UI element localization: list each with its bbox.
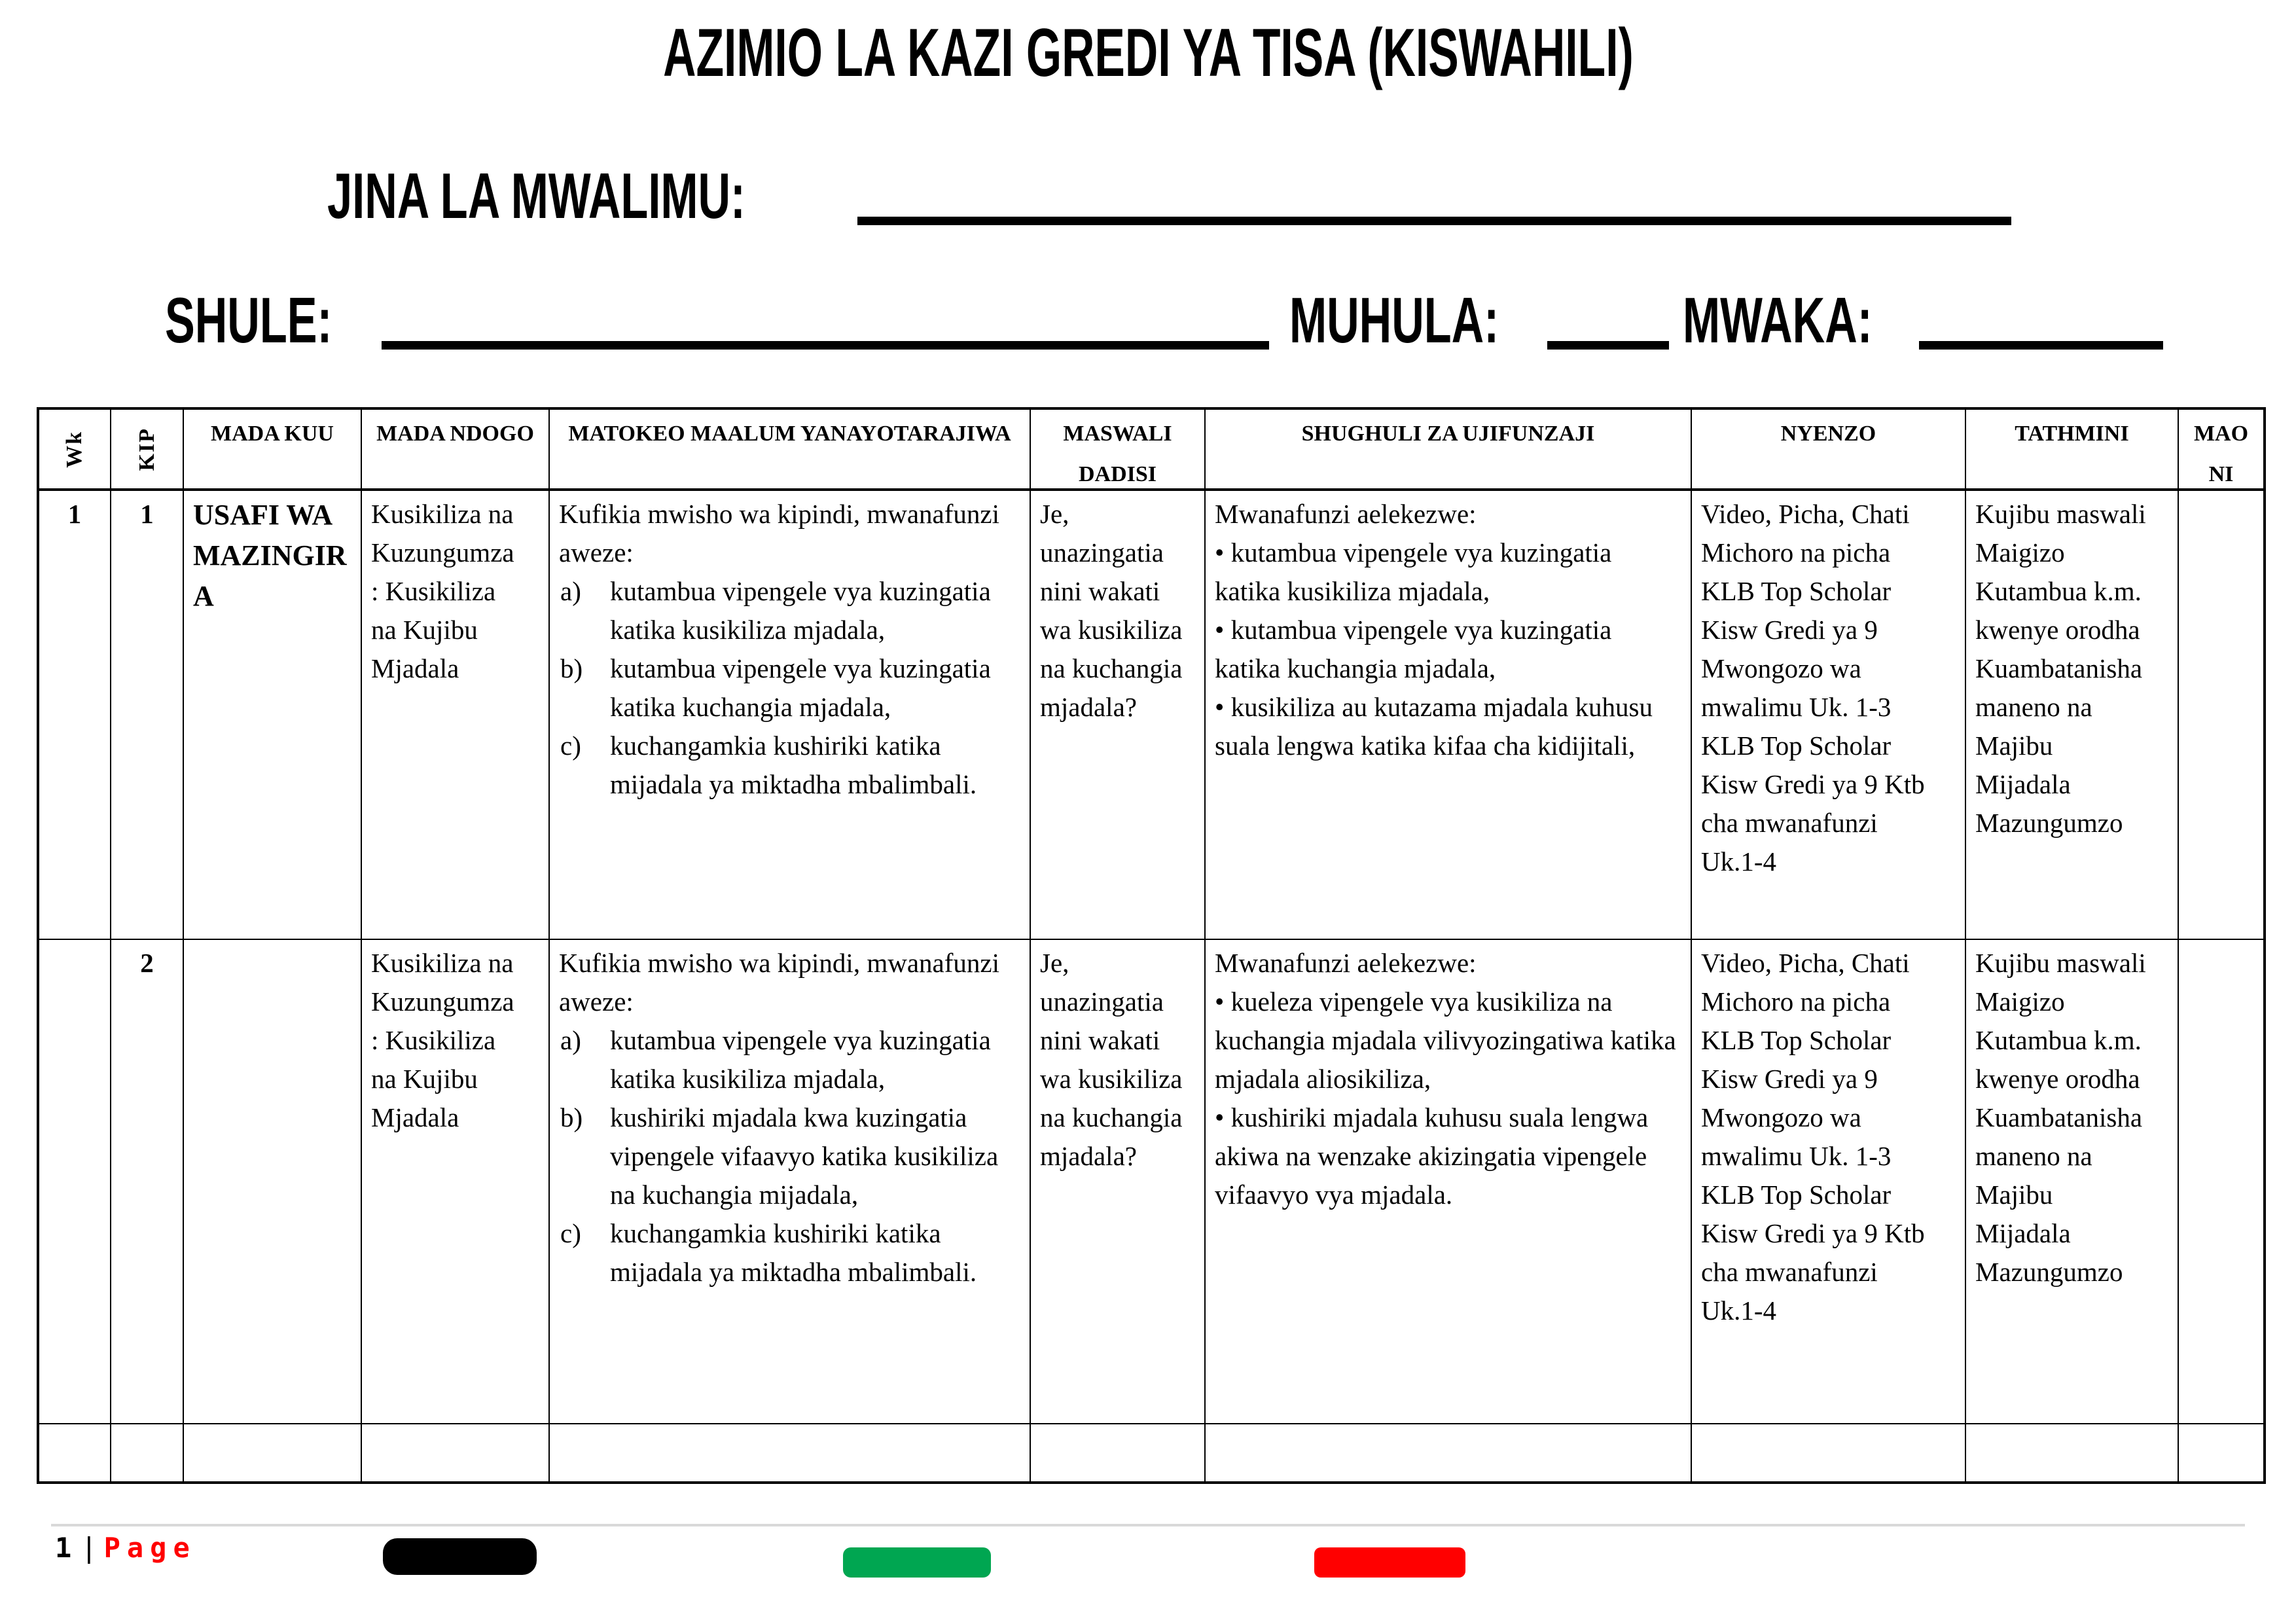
text-line: unazingatia <box>1040 537 1164 568</box>
text-line: Mjadala <box>371 653 459 683</box>
activity-item: • kutambua vipengele vya kuzingatia katika kusikiliza mjadala, <box>1215 537 1612 606</box>
activity-item: • kushiriki mjadala kuhusu suala lengwa akiwa na wenzake akizingatia vipengele vifaavyo vya mjadala. <box>1215 1102 1649 1210</box>
text-line: Je, <box>1040 499 1069 529</box>
text-line: Kutambua k.m. <box>1975 1025 2142 1055</box>
main-topic-cell <box>184 940 362 1424</box>
text-line: Je, <box>1040 948 1069 978</box>
col-header-remarks: MAONI <box>2179 410 2263 491</box>
text-line: Kujibu maswali <box>1975 499 2146 529</box>
text-line: Mjadala <box>371 1102 459 1132</box>
outcome-marker: c) <box>560 1218 581 1248</box>
outcome-text: kuchangamkia kushiriki katika mijadala ya miktadha mbalimbali. <box>610 731 977 799</box>
text-line: KLB Top Scholar <box>1701 731 1892 761</box>
outcomes-intro: Kufikia mwisho wa kipindi, mwanafunzi aweze: <box>559 948 999 1017</box>
text-line: kwenye orodha <box>1975 615 2140 645</box>
term-blank <box>1547 341 1669 350</box>
col-header-assessment: TATHMINI <box>1966 410 2179 491</box>
teacher-name-line <box>327 159 2029 231</box>
outcome-marker: a) <box>560 1025 581 1055</box>
text-line: Kuambatanisha <box>1975 1102 2143 1132</box>
week-cell: 1 <box>39 491 111 940</box>
activity-item: • kutambua vipengele vya kuzingatia katika kuchangia mjadala, <box>1215 615 1612 683</box>
text-line: Uk.1-4 <box>1701 1295 1777 1326</box>
outcomes-cell <box>550 1424 1031 1481</box>
outcome-text: kuchangamkia kushiriki katika mijadala ya miktadha mbalimbali. <box>610 1218 977 1287</box>
term-label: MUHULA: <box>1289 284 1499 356</box>
text-line: KLB Top Scholar <box>1701 1180 1892 1210</box>
main-topic-cell: USAFI WA MAZINGIRA <box>184 491 362 940</box>
page-label: Page <box>103 1532 196 1564</box>
main-topic-cell <box>184 1424 362 1481</box>
text-line: nini wakati <box>1040 1025 1160 1055</box>
text-line: kwenye orodha <box>1975 1064 2140 1094</box>
activities-cell <box>1206 940 1692 1424</box>
text-line: na kuchangia <box>1040 1102 1183 1132</box>
outcome-marker: b) <box>560 1102 583 1132</box>
text-line: Mijadala <box>1975 769 2071 799</box>
outcome-item <box>559 1098 1020 1214</box>
col-header-week: Wk <box>39 410 111 491</box>
assessment-cell <box>1966 940 2179 1424</box>
scheme-table <box>37 407 2266 1484</box>
teacher-name-blank <box>857 217 2011 225</box>
subtopic-cell <box>362 1424 550 1481</box>
text-line: cha mwanafunzi <box>1701 808 1878 838</box>
col-header-main-topic: MADA KUU <box>184 410 362 491</box>
black-highlight-bar <box>383 1538 537 1575</box>
outcomes-intro: Kufikia mwisho wa kipindi, mwanafunzi aweze: <box>559 499 999 568</box>
col-header-resources: NYENZO <box>1692 410 1966 491</box>
text-line: mjadala? <box>1040 1141 1137 1171</box>
text-line: : Kusikiliza <box>371 1025 496 1055</box>
outcome-marker: c) <box>560 731 581 761</box>
text-line: Kisw Gredi ya 9 Ktb <box>1701 769 1925 799</box>
outcomes-cell <box>550 491 1031 940</box>
text-line: KLB Top Scholar <box>1701 576 1892 606</box>
resources-cell <box>1692 1424 1966 1481</box>
activities-intro: Mwanafunzi aelekezwe: <box>1215 499 1477 529</box>
inquiry-questions-cell <box>1031 1424 1206 1481</box>
lesson-cell: 1 <box>111 491 184 940</box>
text-line: maneno na <box>1975 1141 2092 1171</box>
text-line: Video, Picha, Chati <box>1701 948 1910 978</box>
footer-divider: | <box>81 1532 98 1564</box>
outcome-marker: b) <box>560 653 583 683</box>
outcome-item <box>559 1214 1020 1291</box>
assessment-cell <box>1966 491 2179 940</box>
text-line: wa kusikiliza <box>1040 1064 1183 1094</box>
red-highlight-bar <box>1314 1547 1465 1578</box>
year-label: MWAKA: <box>1683 284 1873 356</box>
resources-cell <box>1692 940 1966 1424</box>
text-line: : Kusikiliza <box>371 576 496 606</box>
lesson-cell <box>111 1424 184 1481</box>
text-line: Michoro na picha <box>1701 986 1891 1017</box>
text-line: Kisw Gredi ya 9 <box>1701 1064 1878 1094</box>
text-line: Uk.1-4 <box>1701 846 1777 876</box>
text-line: maneno na <box>1975 692 2092 722</box>
text-line: Majibu <box>1975 1180 2053 1210</box>
outcome-item <box>559 572 1020 649</box>
text-line: na Kujibu <box>371 1064 478 1094</box>
text-line: cha mwanafunzi <box>1701 1257 1878 1287</box>
green-highlight-bar <box>843 1547 991 1578</box>
text-line: Kisw Gredi ya 9 Ktb <box>1701 1218 1925 1248</box>
text-line: unazingatia <box>1040 986 1164 1017</box>
week-cell <box>39 1424 111 1481</box>
subtopic-cell <box>362 940 550 1424</box>
remarks-cell <box>2179 491 2263 940</box>
teacher-name-label: JINA LA MWALIMU: <box>327 160 745 232</box>
col-header-activities: SHUGHULI ZA UJIFUNZAJI <box>1206 410 1692 491</box>
text-line: Maigizo <box>1975 537 2065 568</box>
activities-cell <box>1206 1424 1692 1481</box>
text-line: Kuambatanisha <box>1975 653 2143 683</box>
text-line: mjadala? <box>1040 692 1137 722</box>
text-line: wa kusikiliza <box>1040 615 1183 645</box>
activities-intro: Mwanafunzi aelekezwe: <box>1215 948 1477 978</box>
text-line: Kisw Gredi ya 9 <box>1701 615 1878 645</box>
inquiry-questions-cell <box>1031 940 1206 1424</box>
col-header-outcomes: MATOKEO MAALUM YANAYOTARAJIWA <box>550 410 1031 491</box>
page-number: 1 <box>55 1532 72 1564</box>
remarks-cell <box>2179 940 2263 1424</box>
text-line: nini wakati <box>1040 576 1160 606</box>
text-line: na Kujibu <box>371 615 478 645</box>
assessment-cell <box>1966 1424 2179 1481</box>
text-line: Michoro na picha <box>1701 537 1891 568</box>
text-line: Mazungumzo <box>1975 808 2123 838</box>
lesson-cell: 2 <box>111 940 184 1424</box>
text-line: Mijadala <box>1975 1218 2071 1248</box>
col-header-inquiry-questions: MASWALI DADISI <box>1031 410 1206 491</box>
school-line <box>165 283 2194 355</box>
text-line: Kutambua k.m. <box>1975 576 2142 606</box>
text-line: KLB Top Scholar <box>1701 1025 1892 1055</box>
activities-cell <box>1206 491 1692 940</box>
outcomes-cell <box>550 940 1031 1424</box>
text-line: Kujibu maswali <box>1975 948 2146 978</box>
text-line: Kuzungumza <box>371 986 514 1017</box>
activity-item: • kusikiliza au kutazama mjadala kuhusu suala lengwa katika kifaa cha kidijitali, <box>1215 692 1653 761</box>
school-blank <box>382 341 1269 350</box>
school-label: SHULE: <box>165 284 332 356</box>
text-line: Kusikiliza na <box>371 948 514 978</box>
outcome-marker: a) <box>560 576 581 606</box>
outcome-item <box>559 649 1020 727</box>
text-line: na kuchangia <box>1040 653 1183 683</box>
text-line: mwalimu Uk. 1-3 <box>1701 1141 1892 1171</box>
remarks-cell <box>2179 1424 2263 1481</box>
text-line: Mwongozo wa <box>1701 653 1861 683</box>
week-cell <box>39 940 111 1424</box>
col-header-lesson: KIP <box>111 410 184 491</box>
outcome-text: kushiriki mjadala kwa kuzingatia vipengele vifaavyo katika kusikiliza na kuchangia mijadala, <box>610 1102 999 1210</box>
outcome-text: kutambua vipengele vya kuzingatia katika kuchangia mjadala, <box>610 653 991 722</box>
inquiry-questions-cell <box>1031 491 1206 940</box>
outcome-item <box>559 727 1020 804</box>
outcome-text: kutambua vipengele vya kuzingatia katika kusikiliza mjadala, <box>610 1025 991 1094</box>
subtopic-cell <box>362 491 550 940</box>
text-line: Mazungumzo <box>1975 1257 2123 1287</box>
page-title: AZIMIO LA KAZI GREDI YA TISA (KISWAHILI) <box>662 15 1634 91</box>
resources-cell <box>1692 491 1966 940</box>
footer-separator-line <box>51 1524 2245 1526</box>
year-blank <box>1919 341 2163 350</box>
text-line: mwalimu Uk. 1-3 <box>1701 692 1892 722</box>
text-line: Majibu <box>1975 731 2053 761</box>
text-line: Video, Picha, Chati <box>1701 499 1910 529</box>
activity-item: • kueleza vipengele vya kusikiliza na kuchangia mjadala vilivyozingatiwa katika mjadala aliosikiliza, <box>1215 986 1676 1094</box>
text-line: Kuzungumza <box>371 537 514 568</box>
page-footer <box>55 1532 196 1564</box>
title-row <box>0 14 2296 92</box>
col-header-subtopic: MADA NDOGO <box>362 410 550 491</box>
outcome-item <box>559 1021 1020 1098</box>
outcome-text: kutambua vipengele vya kuzingatia katika kusikiliza mjadala, <box>610 576 991 645</box>
text-line: Kusikiliza na <box>371 499 514 529</box>
text-line: Mwongozo wa <box>1701 1102 1861 1132</box>
text-line: Maigizo <box>1975 986 2065 1017</box>
